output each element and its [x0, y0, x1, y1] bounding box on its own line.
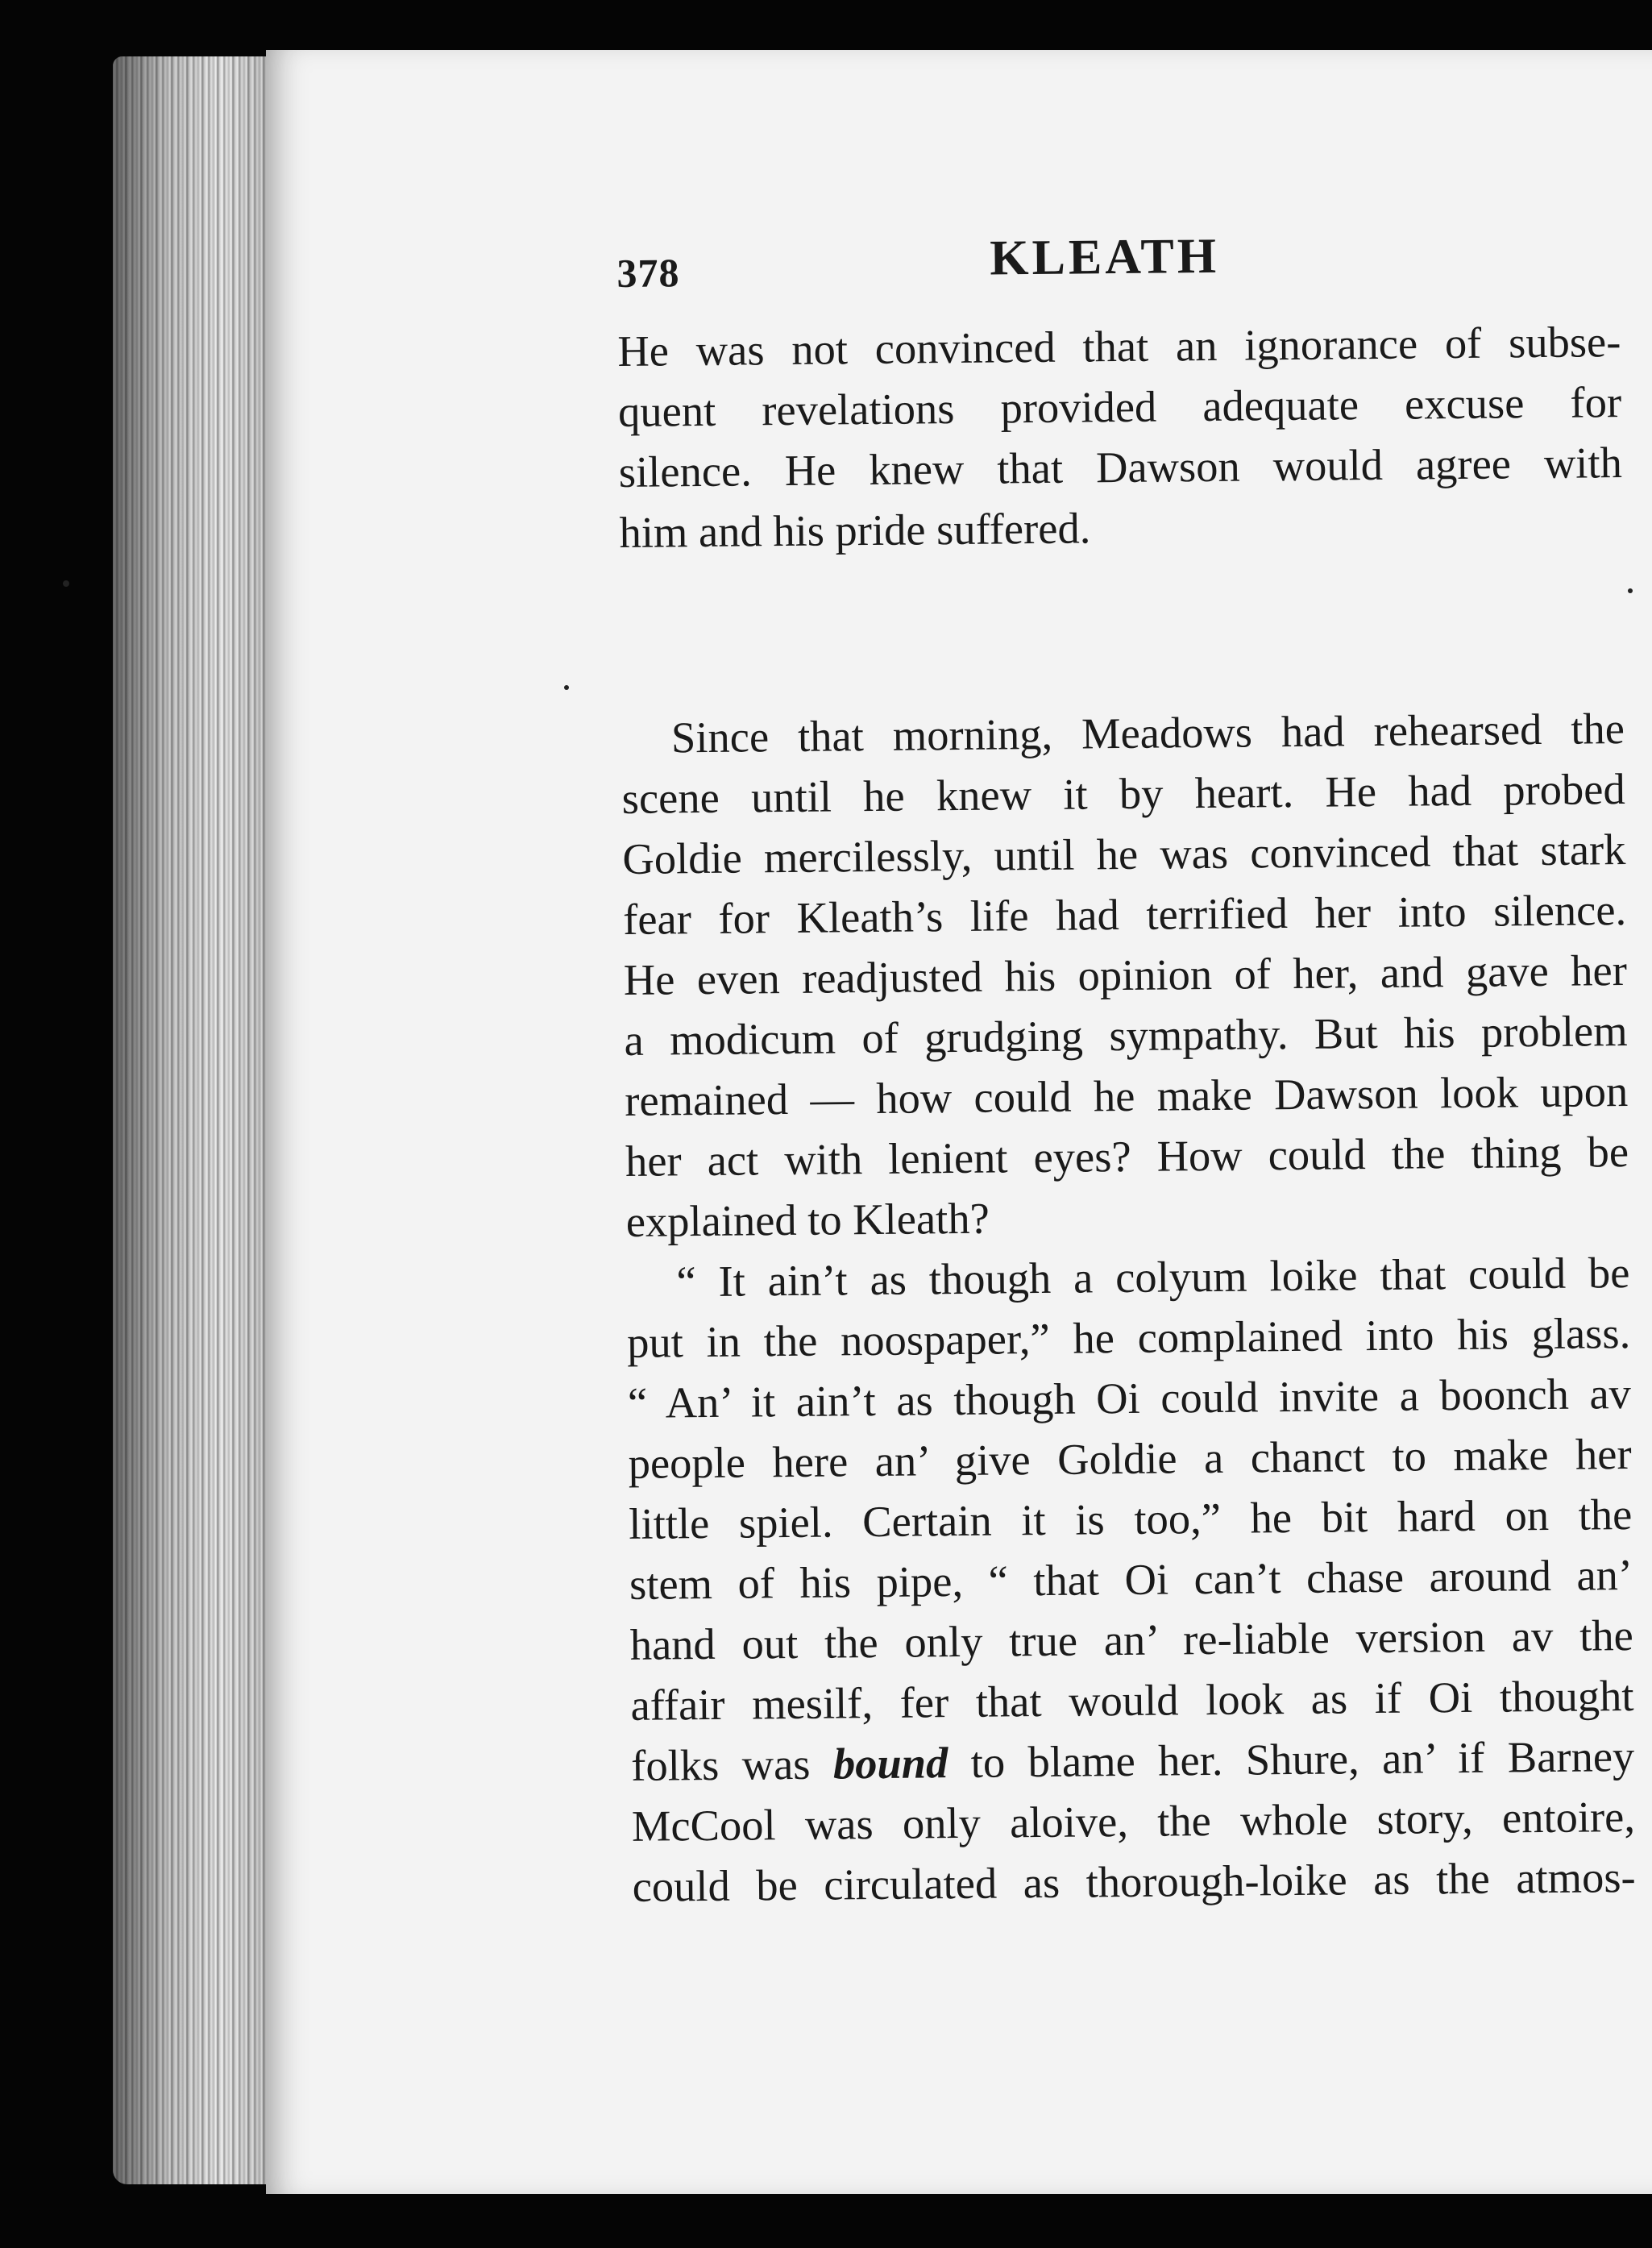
text-fragment: to blame her. Shure, an’ if Barney — [970, 1731, 1635, 1787]
text-line-with-emphasis — [631, 1726, 1635, 1796]
text-line: stem of his pipe, “ that Oi can’t chase around an’ — [629, 1549, 1633, 1609]
speck-mark — [63, 580, 69, 587]
text-line: McCool was only aloive, the whole story, entoire, — [631, 1791, 1636, 1851]
running-title: KLEATH — [989, 228, 1220, 286]
text-line: people here an’ give Goldie a chanct to make her — [628, 1428, 1632, 1488]
running-head — [616, 224, 1621, 298]
text-line: scene until he knew it by heart. He had probed — [621, 764, 1625, 823]
text-fragment: folks was — [630, 1739, 811, 1790]
text-line: silence. He knew that Dawson would agree with — [618, 438, 1623, 497]
text-line: remained — how could he make Dawson look upon — [625, 1066, 1629, 1125]
text-line: “ An’ it ain’t as though Oi could invite a boonch av — [627, 1368, 1632, 1427]
text-line: could be circulated as thorough-loike as the atmos- — [632, 1851, 1636, 1911]
text-line: affair mesilf, fer that would look as if Oi thought — [630, 1670, 1634, 1730]
paragraph-3 — [626, 1242, 1636, 1917]
paragraph-2 — [621, 698, 1629, 1252]
emphasized-word: bound — [832, 1738, 948, 1789]
text-line: fear for Kleath’s life had terrified her into silence. — [622, 885, 1627, 944]
speck-mark — [564, 685, 569, 690]
speck-mark — [1628, 588, 1633, 593]
text-line: He was not convinced that an ignorance of subse- — [617, 317, 1621, 376]
page-number: 378 — [616, 250, 680, 296]
text-line: “ It ain’t as though a colyum loike that could be — [676, 1247, 1630, 1307]
text-line: her act with lenient eyes? How could the thing be — [625, 1126, 1629, 1186]
text-line: quent revelations provided adequate excuse for — [617, 377, 1622, 436]
page-text — [616, 224, 1636, 1917]
text-line: little spiel. Certain it is too,” he bit hard on the — [629, 1489, 1633, 1548]
paragraph-1 — [617, 311, 1623, 563]
text-line: explained to Kleath? — [625, 1193, 990, 1246]
text-line: hand out the only true an’ re-liable version av the — [629, 1610, 1634, 1669]
text-line: Goldie mercilessly, until he was convinced that stark — [622, 825, 1626, 883]
text-line: him and his pride suffered. — [619, 503, 1091, 557]
text-line: put in the noospaper,” he complained into his glass. — [626, 1307, 1631, 1367]
text-line: Since that morning, Meadows had rehearsed the — [670, 704, 1625, 762]
text-line: a modicum of grudging sympathy. But his problem — [624, 1006, 1628, 1065]
text-line: He even readjusted his opinion of her, and gave her — [623, 945, 1628, 1004]
